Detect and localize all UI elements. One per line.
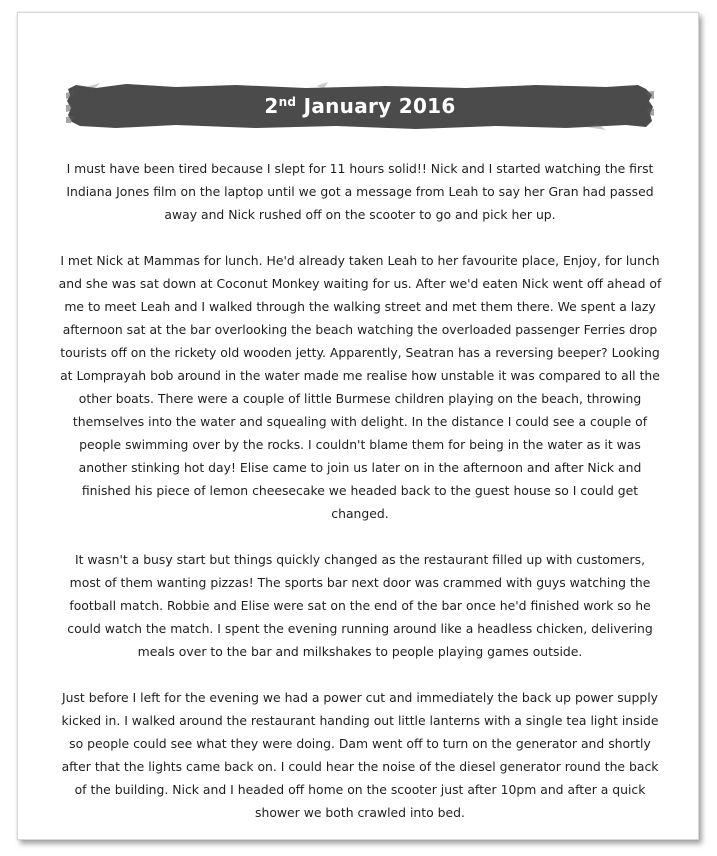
entry-date-title <box>66 75 654 137</box>
date-month-year: January 2016 <box>296 94 456 118</box>
date-banner <box>66 75 654 137</box>
journal-entry-body <box>58 157 662 824</box>
journal-page <box>17 12 699 840</box>
entry-paragraph: Just before I left for the evening we had a power cut and immediately the back up power supply kicked in. I walked around the restaurant handing out little lanterns with a single tea light inside so people could see what they were doing. Dam went off to turn on the generator and shortly after that the lights came back on. I could hear the noise of the diesel generator round the back of the building. Nick and I headed off home on the scooter just after 10pm and after a quick shower we both crawled into bed. <box>61 690 659 820</box>
entry-paragraph: I must have been tired because I slept for 11 hours solid!! Nick and I started watching the first Indiana Jones film on the laptop until we got a message from Leah to say her Gran had passed away and Nick rushed off on the scooter to go and pick her up. <box>66 161 654 222</box>
entry-paragraph: It wasn't a busy start but things quickly changed as the restaurant filled up with customers, most of them wanting pizzas! The sports bar next door was crammed with guys watching the football match. Robbie and Elise were sat on the end of the bar once he'd finished work so he could watch the match. I spent the evening running around like a headless chicken, delivering meals over to the bar and milkshakes to people playing games outside. <box>67 552 653 659</box>
entry-paragraph: I met Nick at Mammas for lunch. He'd already taken Leah to her favourite place, Enjoy, for lunch and she was sat down at Coconut Monkey waiting for us. After we'd eaten Nick went off ahead of me to meet Leah and I walked through the walking street and met them there. We spent a lazy afternoon sat at the bar overlooking the beach watching the overloaded passenger Ferries drop tourists off on the rickety old wooden jetty. Apparently, Seatran has a reversing beeper? Looking at Lomprayah bob around in the water made me realise how unstable it was compared to all the other boats. There were a couple of little Burmese children playing on the beach, throwing themselves into the water and squealing with delight. In the distance I could see a couple of people swimming over by the rocks. I couldn't blame them for being in the water as it was another stinking hot day! Elise came to join us later on in the afternoon and after Nick and finished his piece of lemon cheesecake we headed back to the guest house so I could get changed. <box>58 253 662 521</box>
date-day: 2 <box>264 94 279 118</box>
date-suffix: nd <box>278 95 297 109</box>
